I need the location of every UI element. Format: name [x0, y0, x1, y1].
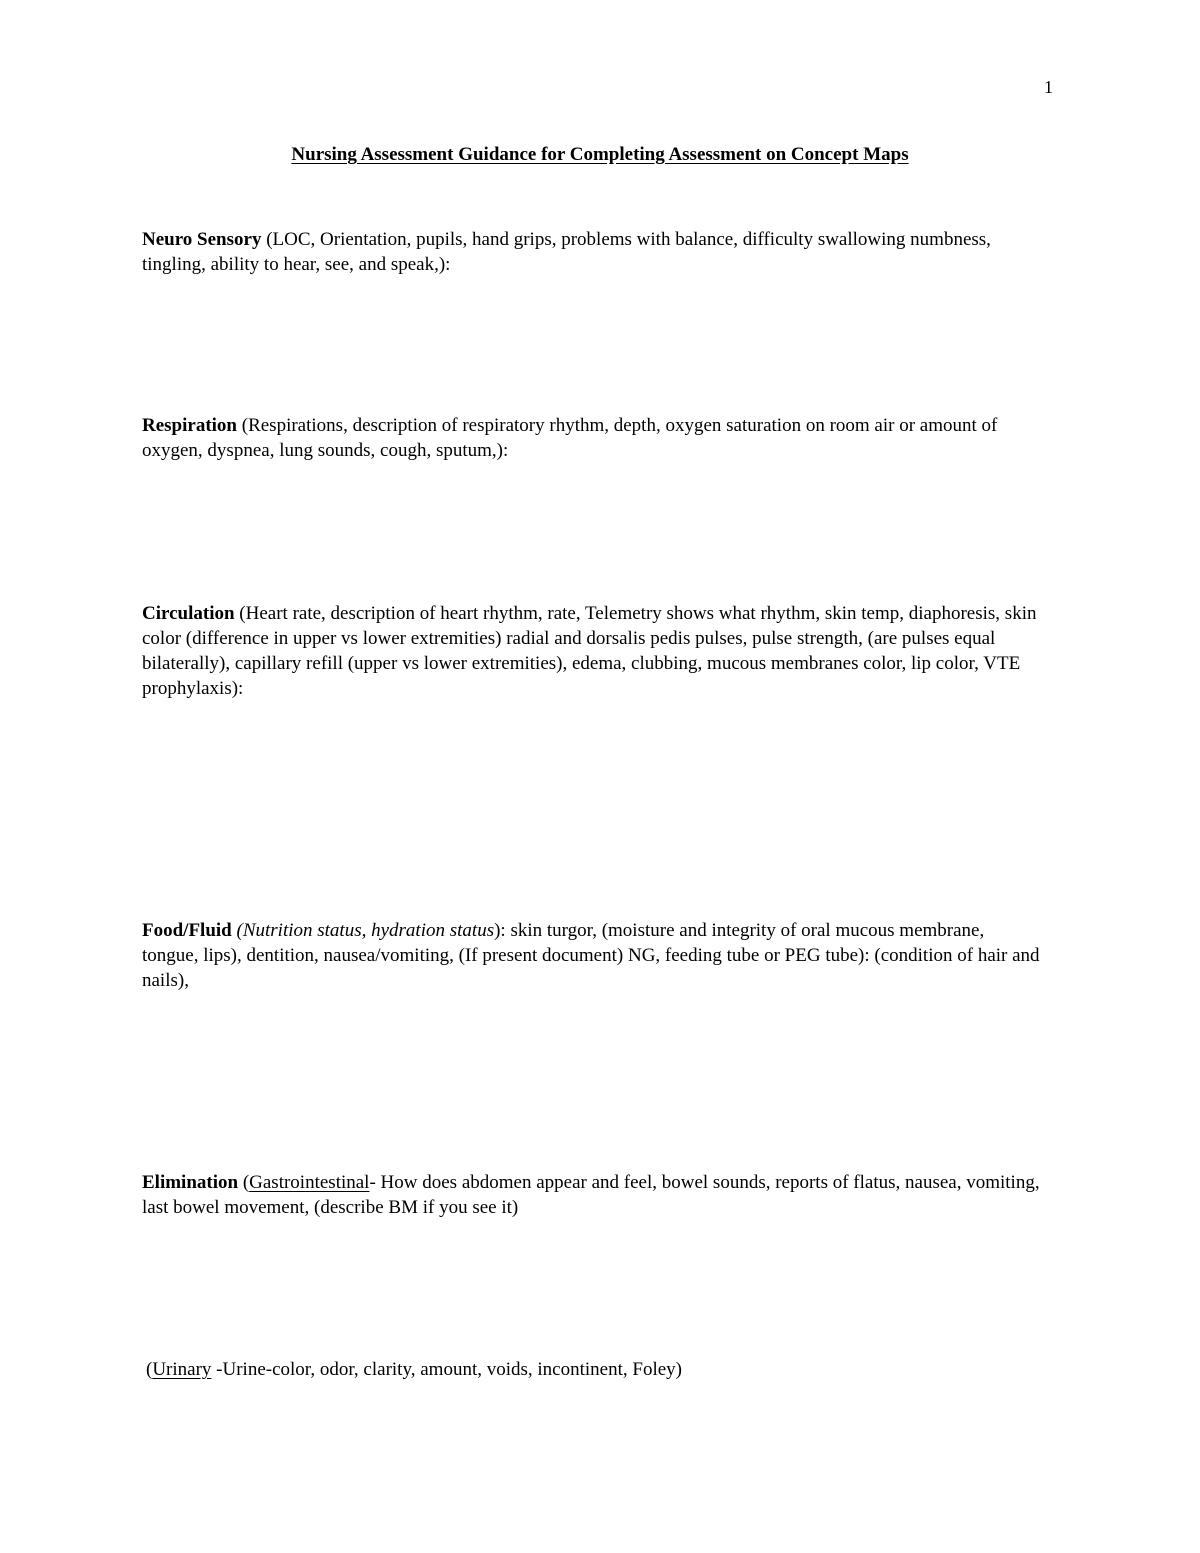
section-heading: Neuro Sensory [142, 229, 262, 250]
section-heading: Circulation [142, 603, 235, 624]
section-subheading-gastrointestinal: Gastrointestinal [249, 1172, 370, 1193]
section-heading: Respiration [142, 415, 237, 436]
section-body: ): skin turgor, (moisture and integrity of oral mucous membrane, tongue, lips), dentition, nausea/vomiting, (If present document) NG, feeding tube or PEG tube): (condition of hair and nails), [142, 920, 1040, 991]
section-body: (Heart rate, description of heart rhythm, rate, Telemetry shows what rhythm, skin temp, diaphoresis, skin color (difference in upper vs lower extremities) radial and dorsalis pedis pulses, pulse strength, (are pulses equal bilaterally), capillary refill (upper vs lower extremities), edema, clubbing, mucous membranes color, lip color, VTE prophylaxis): [142, 603, 1037, 699]
section-body: (Respirations, description of respiratory rhythm, depth, oxygen saturation on room air or amount of oxygen, dyspnea, lung sounds, cough, sputum,): [142, 415, 998, 461]
page-number: 1 [1044, 77, 1053, 97]
section-body: (LOC, Orientation, pupils, hand grips, problems with balance, difficulty swallowing numbness, tingling, ability to hear, see, and speak,): [142, 229, 991, 275]
section-heading: Elimination [142, 1172, 239, 1193]
section-neuro-sensory [142, 227, 1042, 277]
section-body: - How does abdomen appear and feel, bowel sounds, reports of flatus, nausea, vomiting, last bowel movement, (describe BM if you see it) [142, 1172, 1040, 1218]
section-elimination [142, 1170, 1042, 1220]
document-title: Nursing Assessment Guidance for Completing Assessment on Concept Maps [291, 144, 909, 165]
section-open-paren: ( [238, 1172, 250, 1193]
section-subheading-urinary: Urinary [152, 1359, 212, 1380]
section-urinary [146, 1357, 1046, 1382]
section-heading: Food/Fluid [142, 920, 232, 941]
section-respiration [142, 413, 1042, 463]
section-circulation [142, 601, 1042, 701]
section-body: -Urine-color, odor, clarity, amount, voids, incontinent, Foley) [211, 1359, 682, 1380]
section-open-paren: ( [146, 1359, 153, 1380]
section-food-fluid [142, 918, 1042, 993]
section-italic-note: (Nutrition status, hydration status [231, 920, 495, 941]
